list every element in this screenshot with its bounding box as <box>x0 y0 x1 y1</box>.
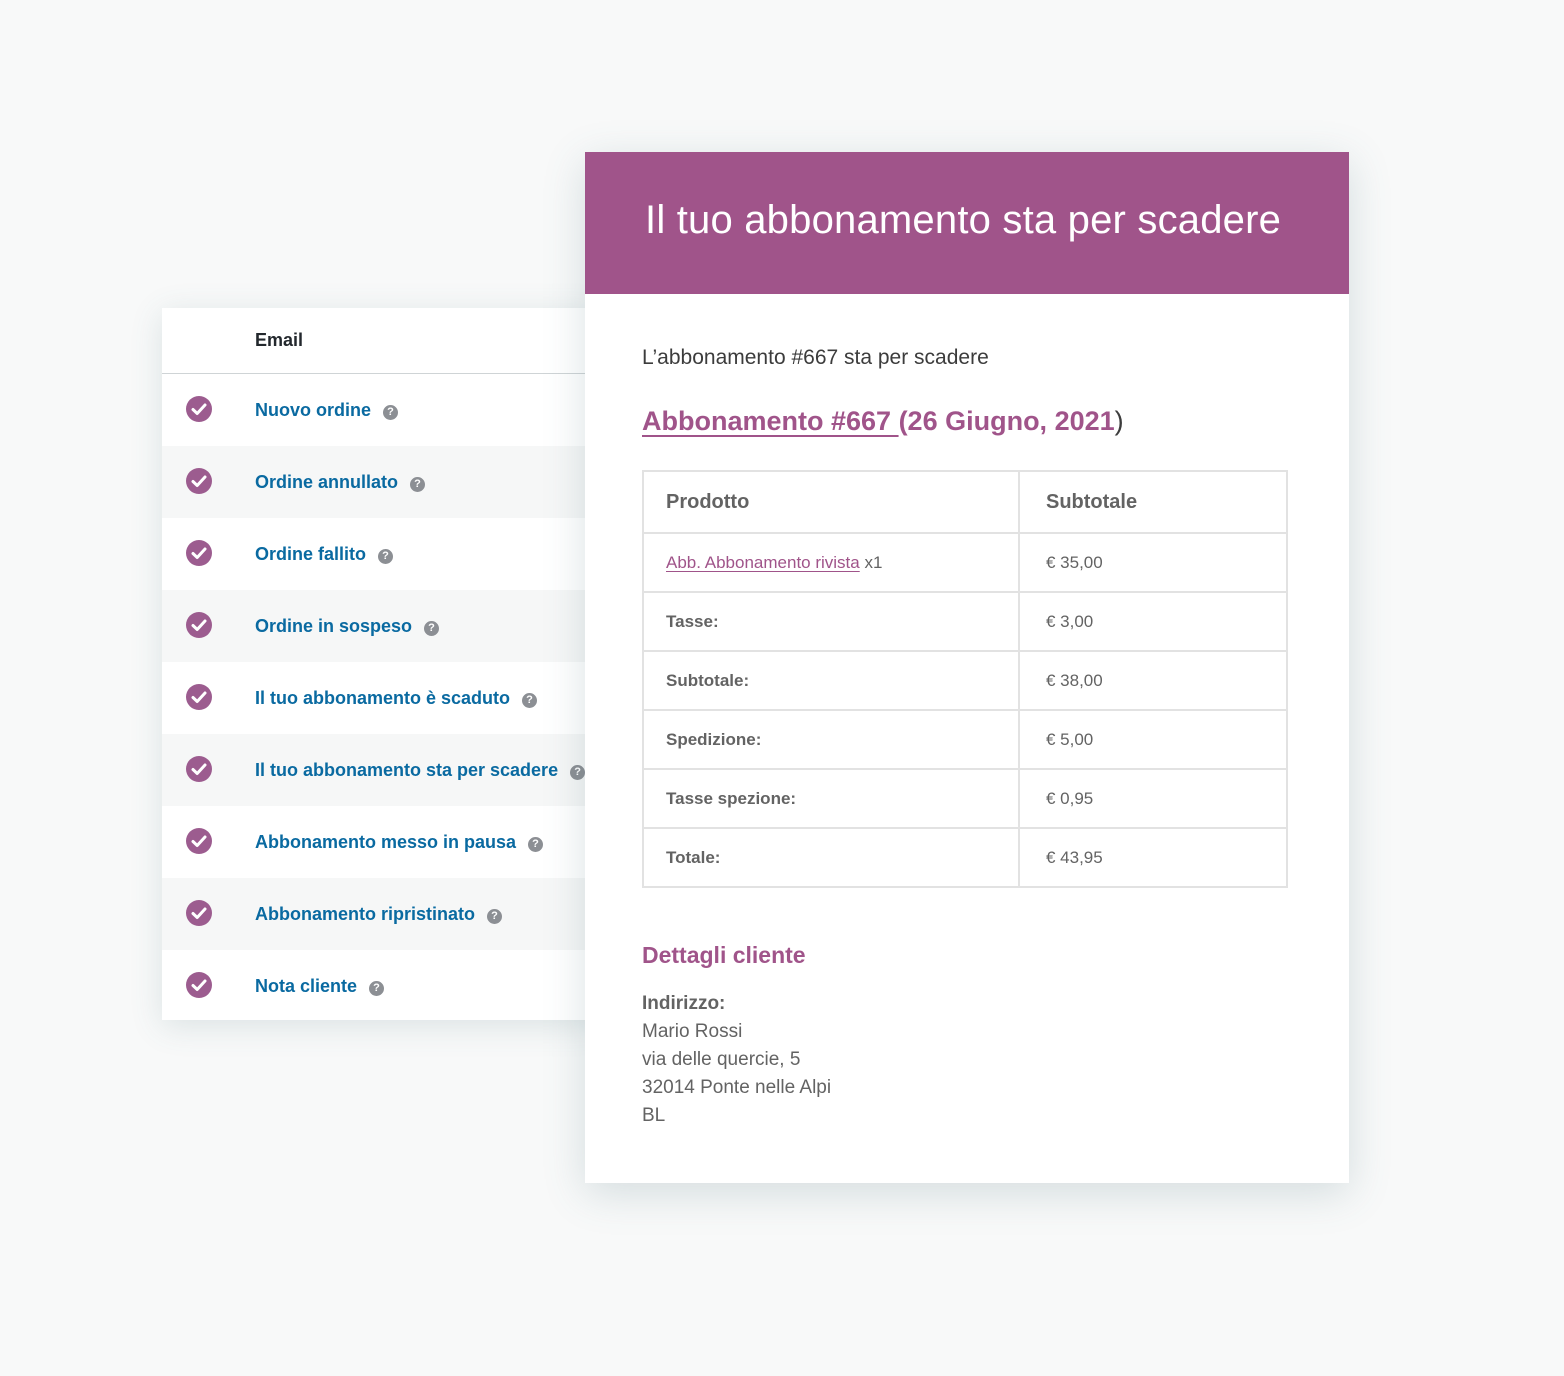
table-row <box>643 828 1287 887</box>
help-icon[interactable]: ? <box>528 837 543 852</box>
product-price: € 35,00 <box>1019 533 1287 592</box>
email-header-title: Il tuo abbonamento sta per scadere <box>645 198 1282 242</box>
email-link-abbonamento-in-scadenza[interactable]: Il tuo abbonamento sta per scadere ? <box>255 760 585 781</box>
subscription-link[interactable]: Abbonamento #667 <box>642 406 899 436</box>
email-header-banner <box>585 152 1349 294</box>
email-link-ordine-annullato[interactable]: Ordine annullato ? <box>255 472 425 493</box>
table-header-row <box>643 471 1287 533</box>
total-value: € 3,00 <box>1019 592 1287 651</box>
table-row <box>643 651 1287 710</box>
column-header-product: Prodotto <box>643 471 1019 533</box>
column-header-subtotal: Subtotale <box>1019 471 1287 533</box>
email-link-nuovo-ordine[interactable]: Nuovo ordine ? <box>255 400 398 421</box>
check-circle-icon <box>186 540 212 566</box>
customer-details-heading: Dettagli cliente <box>642 942 806 968</box>
table-row <box>643 533 1287 592</box>
email-link-ordine-in-sospeso[interactable]: Ordine in sospeso ? <box>255 616 439 637</box>
address-line: Mario Rossi <box>642 1021 743 1042</box>
table-row <box>643 710 1287 769</box>
help-icon[interactable]: ? <box>487 909 502 924</box>
subscription-date-close: ) <box>1114 406 1124 436</box>
total-label: Tasse spezione: <box>643 769 1019 828</box>
email-row <box>162 518 602 590</box>
help-icon[interactable]: ? <box>383 405 398 420</box>
email-link-abbonamento-ripristinato[interactable]: Abbonamento ripristinato ? <box>255 904 502 925</box>
help-icon[interactable]: ? <box>369 981 384 996</box>
email-settings-list <box>162 308 602 1020</box>
help-icon[interactable]: ? <box>378 549 393 564</box>
address-label: Indirizzo: <box>642 993 726 1014</box>
subscription-heading <box>642 406 1124 437</box>
email-row <box>162 374 602 446</box>
subscription-date: (26 Giugno, 2021 <box>898 406 1115 436</box>
address-block <box>642 990 831 1130</box>
total-value: € 5,00 <box>1019 710 1287 769</box>
email-row <box>162 662 602 734</box>
email-column-header: Email <box>255 330 304 350</box>
help-icon[interactable]: ? <box>522 693 537 708</box>
check-circle-icon <box>186 396 212 422</box>
total-label: Spedizione: <box>643 710 1019 769</box>
email-preview <box>585 152 1349 1183</box>
help-icon[interactable]: ? <box>424 621 439 636</box>
email-link-abbonamento-scaduto[interactable]: Il tuo abbonamento è scaduto ? <box>255 688 537 709</box>
check-circle-icon <box>186 468 212 494</box>
product-quantity: x1 <box>859 552 883 572</box>
check-circle-icon <box>186 612 212 638</box>
list-header <box>162 308 602 374</box>
email-row <box>162 878 602 950</box>
intro-text: L’abbonamento #667 sta per scadere <box>642 346 989 369</box>
check-circle-icon <box>186 900 212 926</box>
address-line: BL <box>642 1105 666 1126</box>
check-circle-icon <box>186 828 212 854</box>
total-label: Subtotale: <box>643 651 1019 710</box>
total-value: € 43,95 <box>1019 828 1287 887</box>
email-row <box>162 806 602 878</box>
email-link-nota-cliente[interactable]: Nota cliente ? <box>255 976 384 997</box>
total-value: € 0,95 <box>1019 769 1287 828</box>
table-row <box>643 769 1287 828</box>
check-circle-icon <box>186 972 212 998</box>
email-row <box>162 590 602 662</box>
check-circle-icon <box>186 684 212 710</box>
email-link-abbonamento-in-pausa[interactable]: Abbonamento messo in pausa ? <box>255 832 543 853</box>
check-circle-icon <box>186 756 212 782</box>
email-row <box>162 734 602 806</box>
email-link-ordine-fallito[interactable]: Ordine fallito ? <box>255 544 393 565</box>
help-icon[interactable]: ? <box>570 765 585 780</box>
address-line: via delle quercie, 5 <box>642 1049 801 1070</box>
total-label: Tasse: <box>643 592 1019 651</box>
table-row <box>643 592 1287 651</box>
email-row <box>162 950 602 1020</box>
order-table <box>642 470 1288 888</box>
email-row <box>162 446 602 518</box>
total-value: € 38,00 <box>1019 651 1287 710</box>
total-label: Totale: <box>643 828 1019 887</box>
product-link[interactable]: Abb. Abbonamento rivista <box>666 552 860 572</box>
product-cell <box>643 533 1019 592</box>
help-icon[interactable]: ? <box>410 477 425 492</box>
address-line: 32014 Ponte nelle Alpi <box>642 1077 832 1098</box>
